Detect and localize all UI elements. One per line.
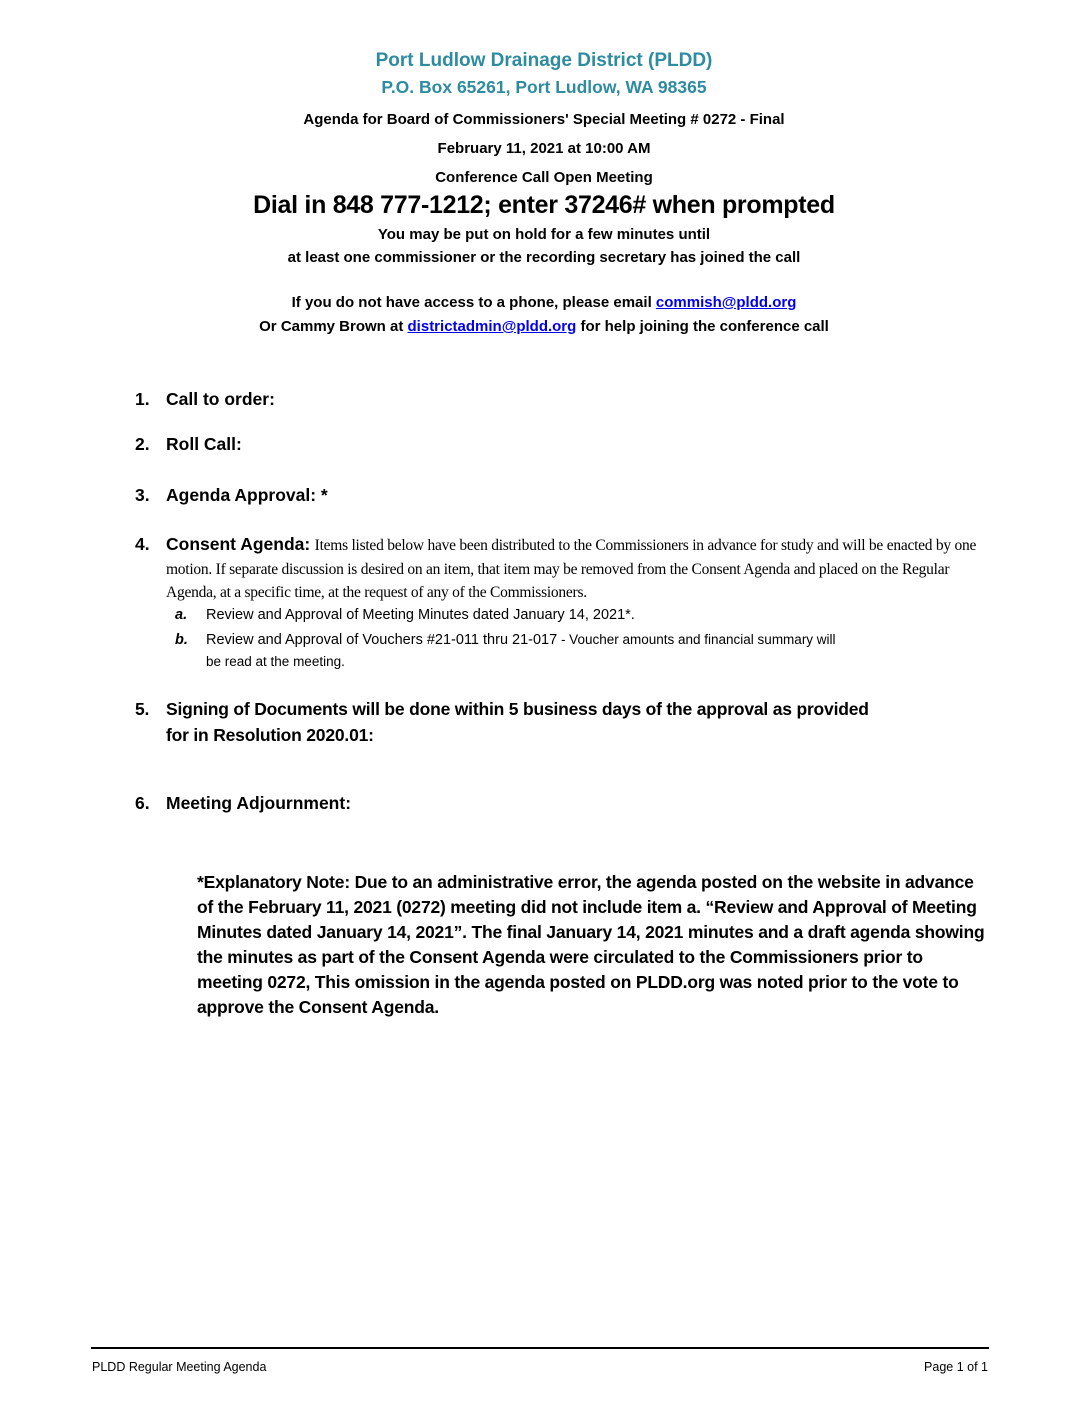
- item-label: Signing of Documents will be done within 5 business days of the approval as provided: [166, 699, 869, 719]
- commish-email-link[interactable]: commish@pldd.org: [655, 294, 797, 311]
- subitem-note: - Voucher amounts and financial summary will: [557, 631, 836, 647]
- subitem-text: Review and Approval of Meeting Minutes dated January 14, 2021*.: [206, 606, 635, 623]
- consent-agenda-paragraph: [135, 533, 995, 605]
- item-number: 3.: [135, 485, 150, 505]
- subitem-text: Review and Approval of Vouchers #21-011 thru 21-017: [206, 631, 558, 648]
- email-help-line-2: [0, 318, 1088, 335]
- email-help-suffix: for help joining the conference call: [576, 318, 829, 335]
- footer-page-number: Page 1 of 1: [924, 1360, 988, 1374]
- item-label: Call to order:: [166, 389, 275, 409]
- agenda-item-signing-documents: [135, 696, 995, 748]
- item-number: 2.: [135, 434, 150, 454]
- email-help-prefix: If you do not have access to a phone, please email: [291, 294, 656, 311]
- item-number: 1.: [135, 389, 150, 409]
- item-label: Agenda Approval: *: [166, 485, 328, 505]
- meeting-date-time: February 11, 2021 at 10:00 AM: [437, 140, 651, 157]
- agenda-item-adjournment: [135, 793, 351, 814]
- meeting-type: Conference Call Open Meeting: [435, 169, 653, 186]
- subitem-letter: a.: [175, 606, 188, 623]
- item-number: 6.: [135, 793, 150, 813]
- consent-subitem-b: [175, 629, 996, 672]
- dial-in-instructions: Dial in 848 777-1212; enter 37246# when prompted: [253, 191, 835, 219]
- item-label: Meeting Adjournment:: [166, 793, 352, 813]
- explanatory-note: *Explanatory Note: Due to an administrative error, the agenda posted on the website in advance of the February 11, 2021 (0272) meeting did not include item a. “Review and Approval of Meeting Minutes dated January 14, 2021”. The final January 14, 2021 minutes and a draft agenda showing the minutes as part of the Consent Agenda were circulated to the Commissioners prior to meeting 0272, This omission in the agenda posted on PLDD.org was noted prior to the vote to approve the Consent Agenda.: [197, 872, 985, 1017]
- email-help-line-1: [0, 294, 1088, 311]
- consent-subitem-b-continued: be read at the meeting.: [206, 653, 345, 669]
- agenda-item-agenda-approval: [135, 485, 328, 506]
- hold-notice-line-2: at least one commissioner or the recording secretary has joined the call: [287, 249, 801, 266]
- hold-notice-line-1: You may be put on hold for a few minutes until: [377, 226, 711, 243]
- consent-agenda-description: Items listed below have been distributed to the Commissioners in advance for study and will be enacted by one motion. If separate discussion is desired on an item, that item may be removed from the Consent Agenda and placed on the Regular Agenda, at a specific time, at the request of any of the Commissioners.: [166, 537, 977, 601]
- agenda-item-call-to-order: [135, 389, 275, 410]
- agenda-title: Agenda for Board of Commissioners' Special Meeting # 0272 - Final: [303, 111, 785, 128]
- footer-divider: [91, 1347, 989, 1349]
- consent-subitem-a: [175, 605, 996, 626]
- agenda-item-roll-call: [135, 434, 242, 455]
- item-number: 4.: [135, 534, 150, 554]
- agenda-item-signing-documents-continued: for in Resolution 2020.01:: [166, 725, 374, 745]
- item-label: Roll Call:: [166, 434, 242, 454]
- org-name: Port Ludlow Drainage District (PLDD): [375, 50, 713, 71]
- item-label: Consent Agenda:: [166, 534, 311, 554]
- item-number: 5.: [135, 699, 150, 719]
- footer-title: PLDD Regular Meeting Agenda: [92, 1360, 267, 1374]
- subitem-letter: b.: [175, 631, 188, 648]
- agenda-item-consent-agenda: [135, 533, 995, 672]
- districtadmin-email-link[interactable]: districtadmin@pldd.org: [407, 318, 577, 335]
- org-address: P.O. Box 65261, Port Ludlow, WA 98365: [381, 77, 707, 97]
- email-help-prefix-2: Or Cammy Brown at: [259, 318, 408, 335]
